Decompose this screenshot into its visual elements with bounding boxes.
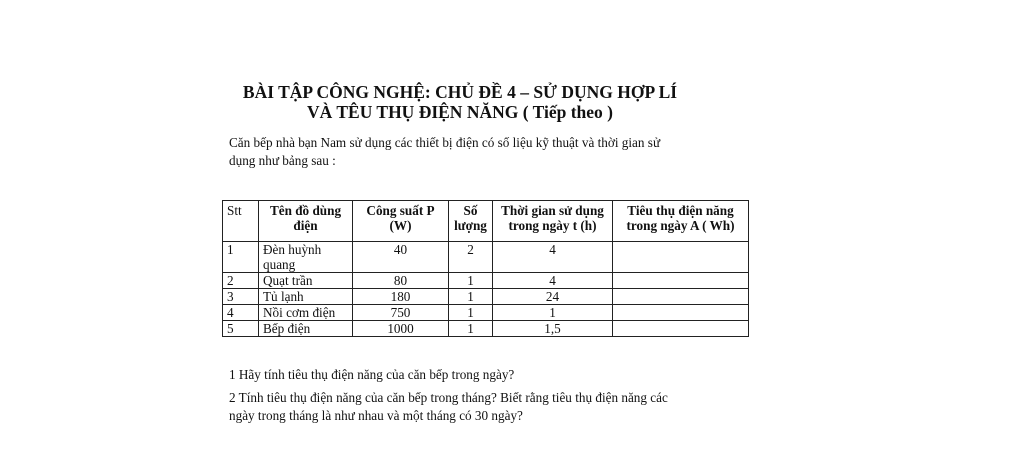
cell-quantity: 1 (449, 273, 493, 289)
question-1: 1 Hãy tính tiêu thụ điện năng của căn bếp trong ngày? (229, 367, 515, 382)
header-stt-label: Stt (227, 203, 242, 218)
table-row (223, 305, 749, 321)
cell-power: 80 (353, 273, 449, 289)
header-quantity-line-2: lượng (454, 218, 487, 233)
cell-name: Đèn huỳnh quang (259, 242, 353, 273)
header-time-line-2: trong ngày t (h) (508, 218, 597, 233)
header-time-line-1: Thời gian sử dụng (501, 203, 604, 218)
intro-line-2: dụng như bảng sau : (229, 153, 336, 168)
header-energy-line-1: Tiêu thụ điện năng (627, 203, 734, 218)
header-name (259, 201, 353, 242)
header-quantity (449, 201, 493, 242)
cell-stt: 5 (223, 321, 259, 337)
cell-power: 1000 (353, 321, 449, 337)
cell-energy (613, 289, 749, 305)
cell-name: Quạt trần (259, 273, 353, 289)
table-row (223, 289, 749, 305)
cell-stt: 4 (223, 305, 259, 321)
cell-energy (613, 321, 749, 337)
header-name-line-2: điện (293, 218, 318, 233)
table-row (223, 321, 749, 337)
cell-energy (613, 273, 749, 289)
header-power-line-1: Công suất P (366, 203, 435, 218)
document-title-line-1: BÀI TẬP CÔNG NGHỆ: CHỦ ĐỀ 4 – SỬ DỤNG HỢP LÍ (242, 82, 678, 102)
question-2-line-1: 2 Tính tiêu thụ điện năng của căn bếp trong tháng? Biết rằng tiêu thụ điện năng các (229, 390, 668, 405)
document-title-line-2: VÀ TÊU THỤ ĐIỆN NĂNG ( Tiếp theo ) (307, 102, 613, 122)
cell-energy (613, 242, 749, 273)
cell-quantity: 1 (449, 305, 493, 321)
header-stt (223, 201, 259, 242)
question-2-line-2: ngày trong tháng là như nhau và một tháng có 30 ngày? (229, 408, 523, 423)
header-name-line-1: Tên đồ dùng (269, 203, 342, 218)
cell-power: 180 (353, 289, 449, 305)
cell-name: Nồi cơm điện (259, 305, 353, 321)
header-time (493, 201, 613, 242)
cell-time: 1 (493, 305, 613, 321)
cell-power: 40 (353, 242, 449, 273)
header-energy (613, 201, 749, 242)
cell-stt: 2 (223, 273, 259, 289)
cell-time: 4 (493, 273, 613, 289)
header-power-line-2: (W) (389, 218, 412, 233)
header-energy-line-2: trong ngày A ( Wh) (626, 218, 735, 233)
cell-power: 750 (353, 305, 449, 321)
header-power (353, 201, 449, 242)
cell-quantity: 1 (449, 321, 493, 337)
cell-name: Bếp điện (259, 321, 353, 337)
cell-quantity: 1 (449, 289, 493, 305)
intro-line-1: Căn bếp nhà bạn Nam sử dụng các thiết bị điện có số liệu kỹ thuật và thời gian sử (229, 135, 661, 150)
header-quantity-line-1: Số (463, 203, 478, 218)
cell-stt: 1 (223, 242, 259, 273)
cell-stt: 3 (223, 289, 259, 305)
cell-time: 24 (493, 289, 613, 305)
table-row (223, 242, 749, 273)
cell-name: Tủ lạnh (259, 289, 353, 305)
device-table (222, 200, 749, 337)
cell-time: 4 (493, 242, 613, 273)
cell-energy (613, 305, 749, 321)
cell-time: 1,5 (493, 321, 613, 337)
table-header-row (223, 201, 749, 242)
cell-quantity: 2 (449, 242, 493, 273)
table-row (223, 273, 749, 289)
